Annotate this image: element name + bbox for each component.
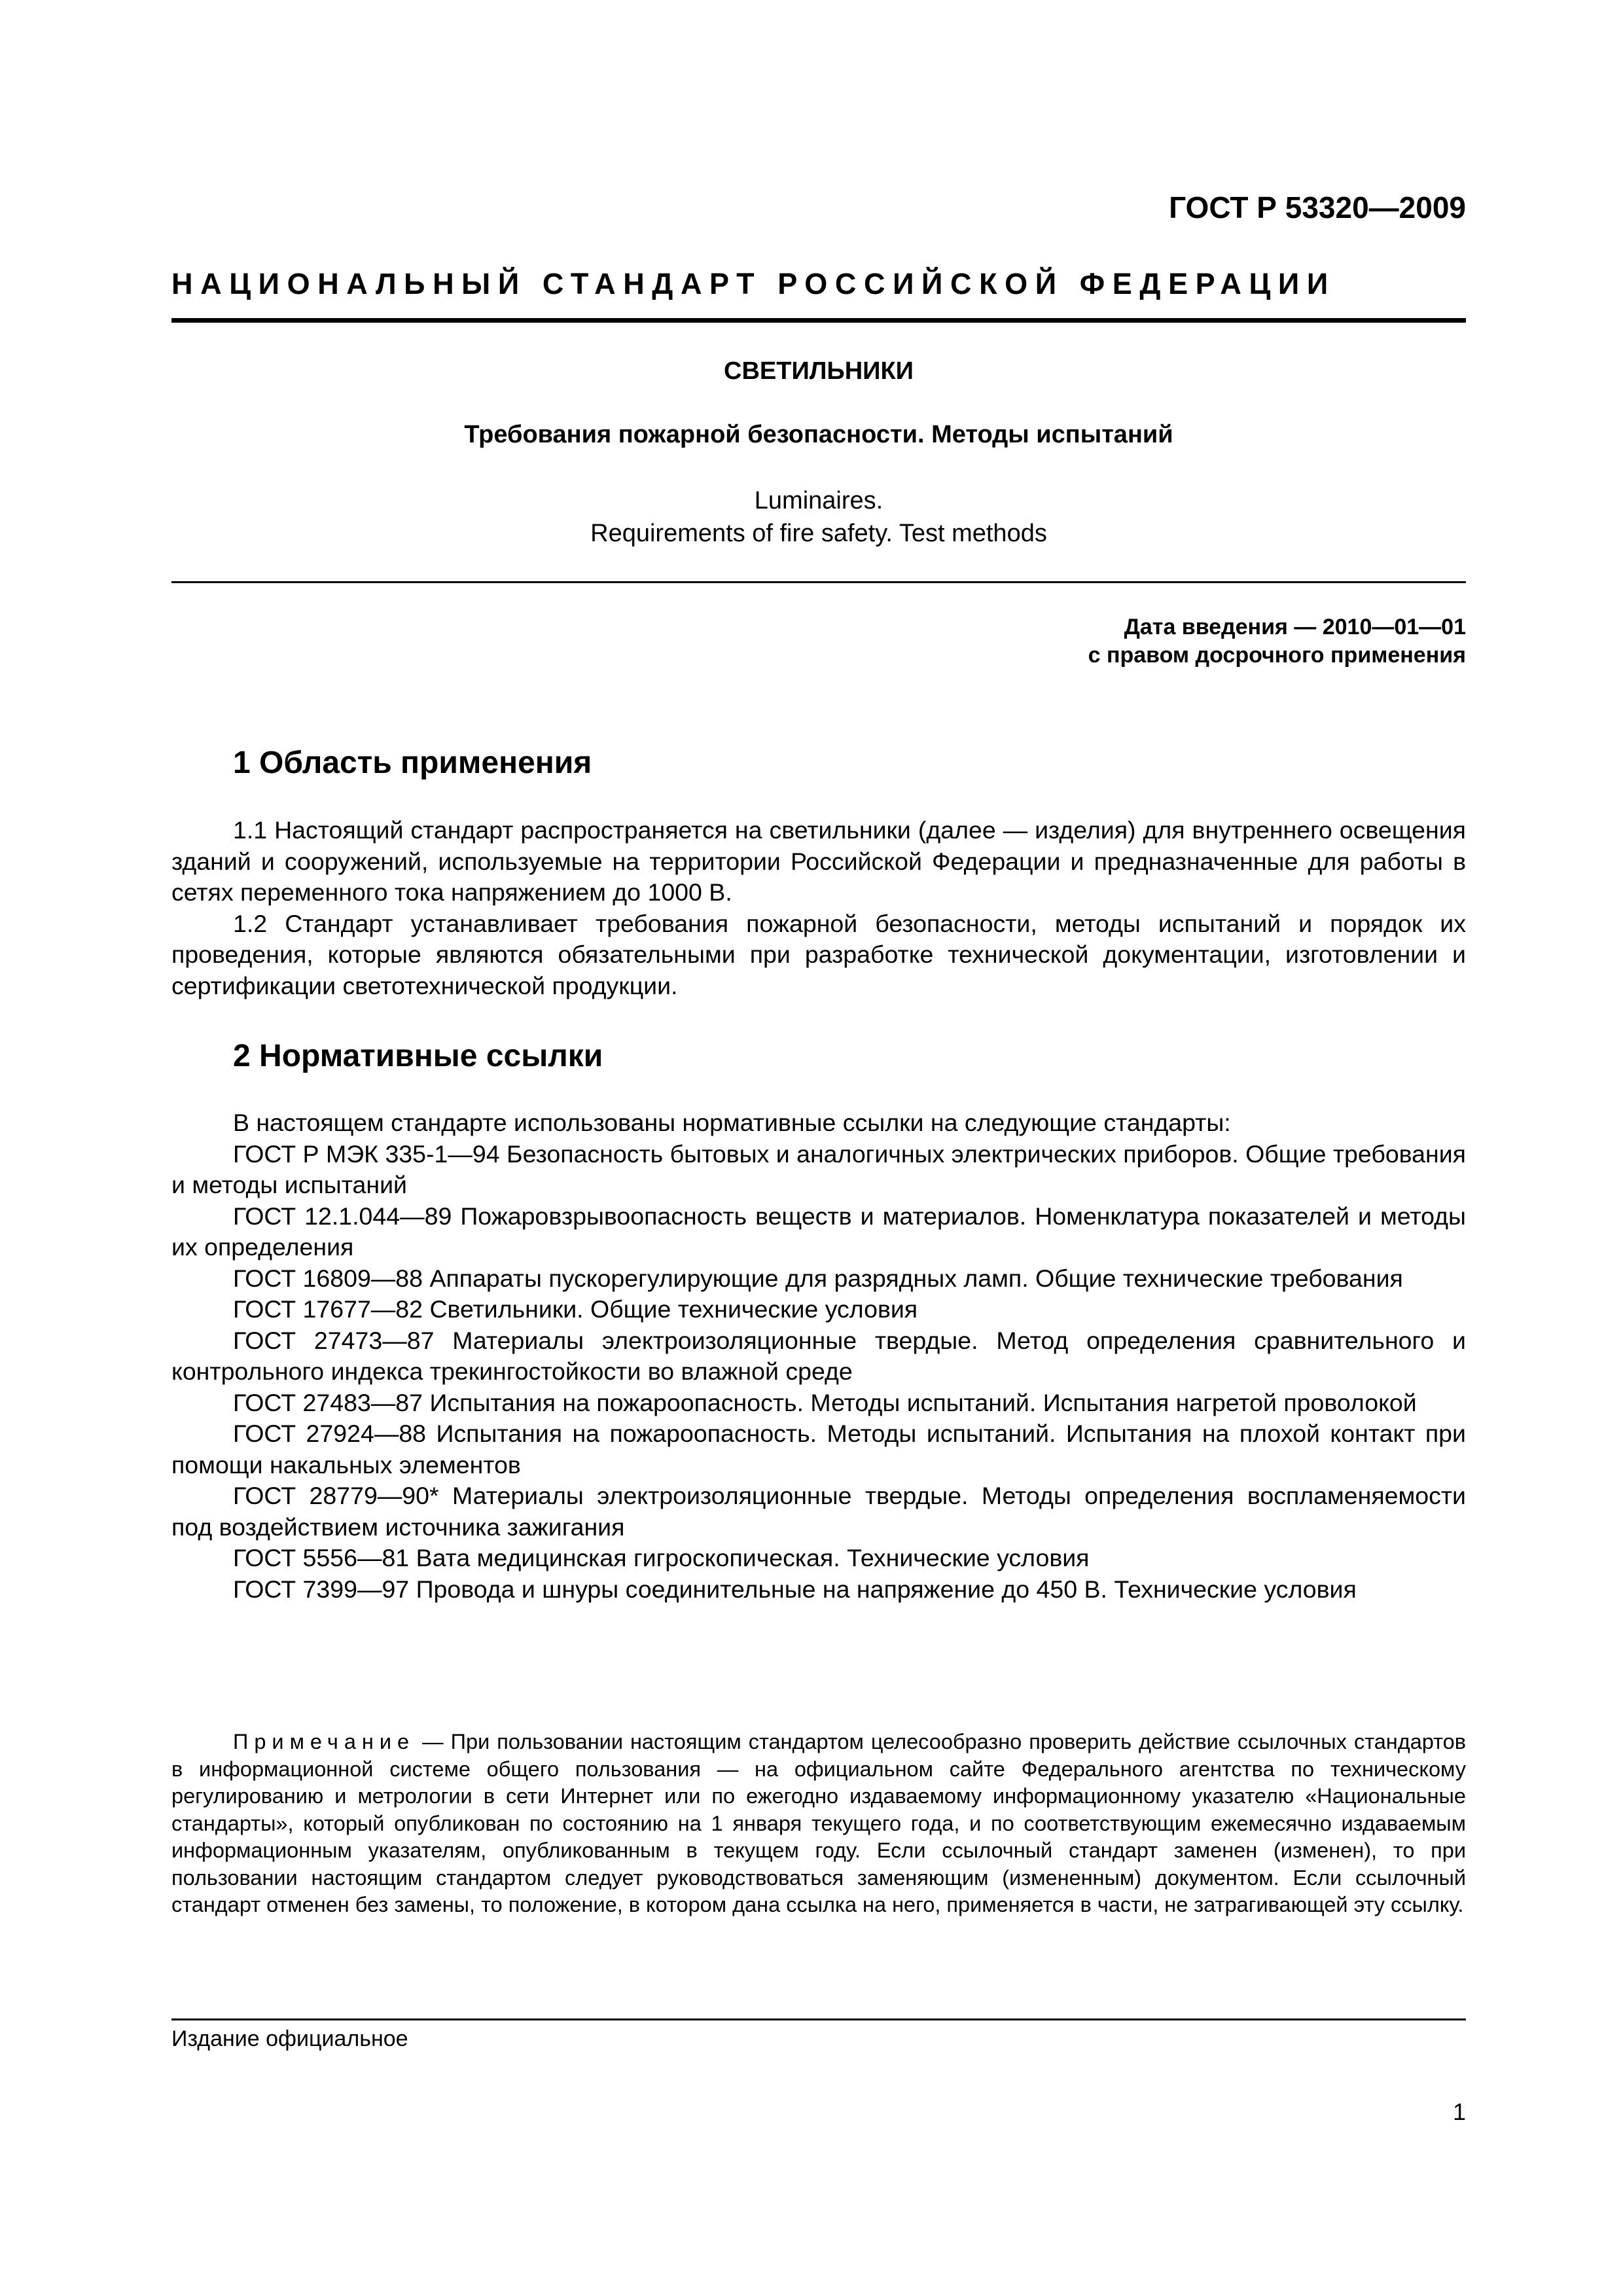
reference-item: ГОСТ 28779—90* Материалы электроизоляционные твердые. Методы определения воспламеняемости под воздействием источника зажигания — [171, 1482, 1466, 1541]
paragraph-1-1: 1.1 Настоящий стандарт распространяется на светильники (далее — изделия) для внутреннего освещения зданий и сооружений, используемые на территории Российской Федерации и предназначенные для работы в сетях переменного тока напряжением до 1000 В. — [171, 816, 1466, 906]
footer-divider — [171, 2018, 1466, 2020]
section-2-heading: 2 Нормативные ссылки — [233, 1039, 603, 1073]
title-divider — [171, 581, 1466, 583]
reference-item: ГОСТ 7399—97 Провода и шнуры соединительные на напряжение до 450 В. Технические условия — [233, 1575, 1357, 1603]
note-label: Примечание — [233, 1730, 416, 1753]
reference-item: ГОСТ 27473—87 Материалы электроизоляционные твердые. Метод определения сравнительного и контрольного индекса трекингостойкости во влажной среде — [171, 1326, 1466, 1385]
national-standard-banner: НАЦИОНАЛЬНЫЙ СТАНДАРТ РОССИЙСКОЙ ФЕДЕРАЦИИ — [171, 267, 1336, 300]
note-paragraph — [171, 1729, 1466, 1919]
reference-item: ГОСТ 5556—81 Вата медицинская гигроскопическая. Технические условия — [233, 1544, 1090, 1571]
english-title — [171, 484, 1466, 550]
section-2-body — [171, 1107, 1466, 1605]
document-title: СВЕТИЛЬНИКИ — [724, 357, 914, 385]
note-text: — При пользовании настоящим стандартом целесообразно проверить действие ссылочных стандартов в информационной системе общего пользования — на официальном сайте Федерального агентства по техническому регулированию и метрологии в сети Интернет или по ежегодно издаваемому информационному указателю «Национальные стандарты», который опубликован по состоянию на 1 января текущего года, и по соответствующим ежемесячно издаваемым информационным указателям, опубликованным в текущем году. Если ссылочный стандарт заменен (изменен), то при пользовании настоящим стандартом следует руководствоваться заменяющим (измененным) документом. Если ссылочный стандарт отменен без замены, то положение, в котором дана ссылка на него, применяется в части, не затрагивающей эту ссылку. — [171, 1730, 1466, 1916]
english-title-line1: Luminaires. — [754, 487, 883, 514]
page-number: 1 — [1452, 2098, 1466, 2125]
introduction-date — [1088, 613, 1466, 670]
reference-item: ГОСТ 27924—88 Испытания на пожароопасность. Методы испытаний. Испытания на плохой контакт при помощи накальных элементов — [171, 1420, 1466, 1479]
english-title-line2: Requirements of fire safety. Test methods — [590, 520, 1047, 547]
section-1-heading: 1 Область применения — [233, 745, 592, 780]
section-1-body — [171, 815, 1466, 1001]
reference-item: ГОСТ 16809—88 Аппараты пускорегулирующие для разрядных ламп. Общие технические требования — [233, 1264, 1403, 1292]
reference-item: ГОСТ 17677—82 Светильники. Общие технические условия — [233, 1295, 918, 1323]
reference-item: ГОСТ 12.1.044—89 Пожаровзрывоопасность веществ и материалов. Номенклатура показателей и методы их определения — [171, 1202, 1466, 1261]
introduction-date-line: Дата введения — 2010—01—01 — [1124, 615, 1466, 639]
reference-item: ГОСТ 27483—87 Испытания на пожароопасность. Методы испытаний. Испытания нагретой проволокой — [233, 1388, 1417, 1416]
reference-item: ГОСТ Р МЭК 335-1—94 Безопасность бытовых и аналогичных электрических приборов. Общие требования и методы испытаний — [171, 1139, 1466, 1198]
document-number: ГОСТ Р 53320—2009 — [1169, 190, 1466, 224]
early-application-line: с правом досрочного применения — [1088, 643, 1466, 668]
references-intro: В настоящем стандарте использованы нормативные ссылки на следующие стандарты: — [233, 1109, 1231, 1136]
document-subtitle: Требования пожарной безопасности. Методы испытаний — [464, 421, 1173, 448]
official-edition-label: Издание официальное — [171, 2026, 408, 2051]
paragraph-1-2: 1.2 Стандарт устанавливает требования пожарной безопасности, методы испытаний и порядок их проведения, которые являются обязательными при разработке технической документации, изготовлении и сертификации светотехнической продукции. — [171, 909, 1466, 999]
header-divider — [171, 318, 1466, 323]
